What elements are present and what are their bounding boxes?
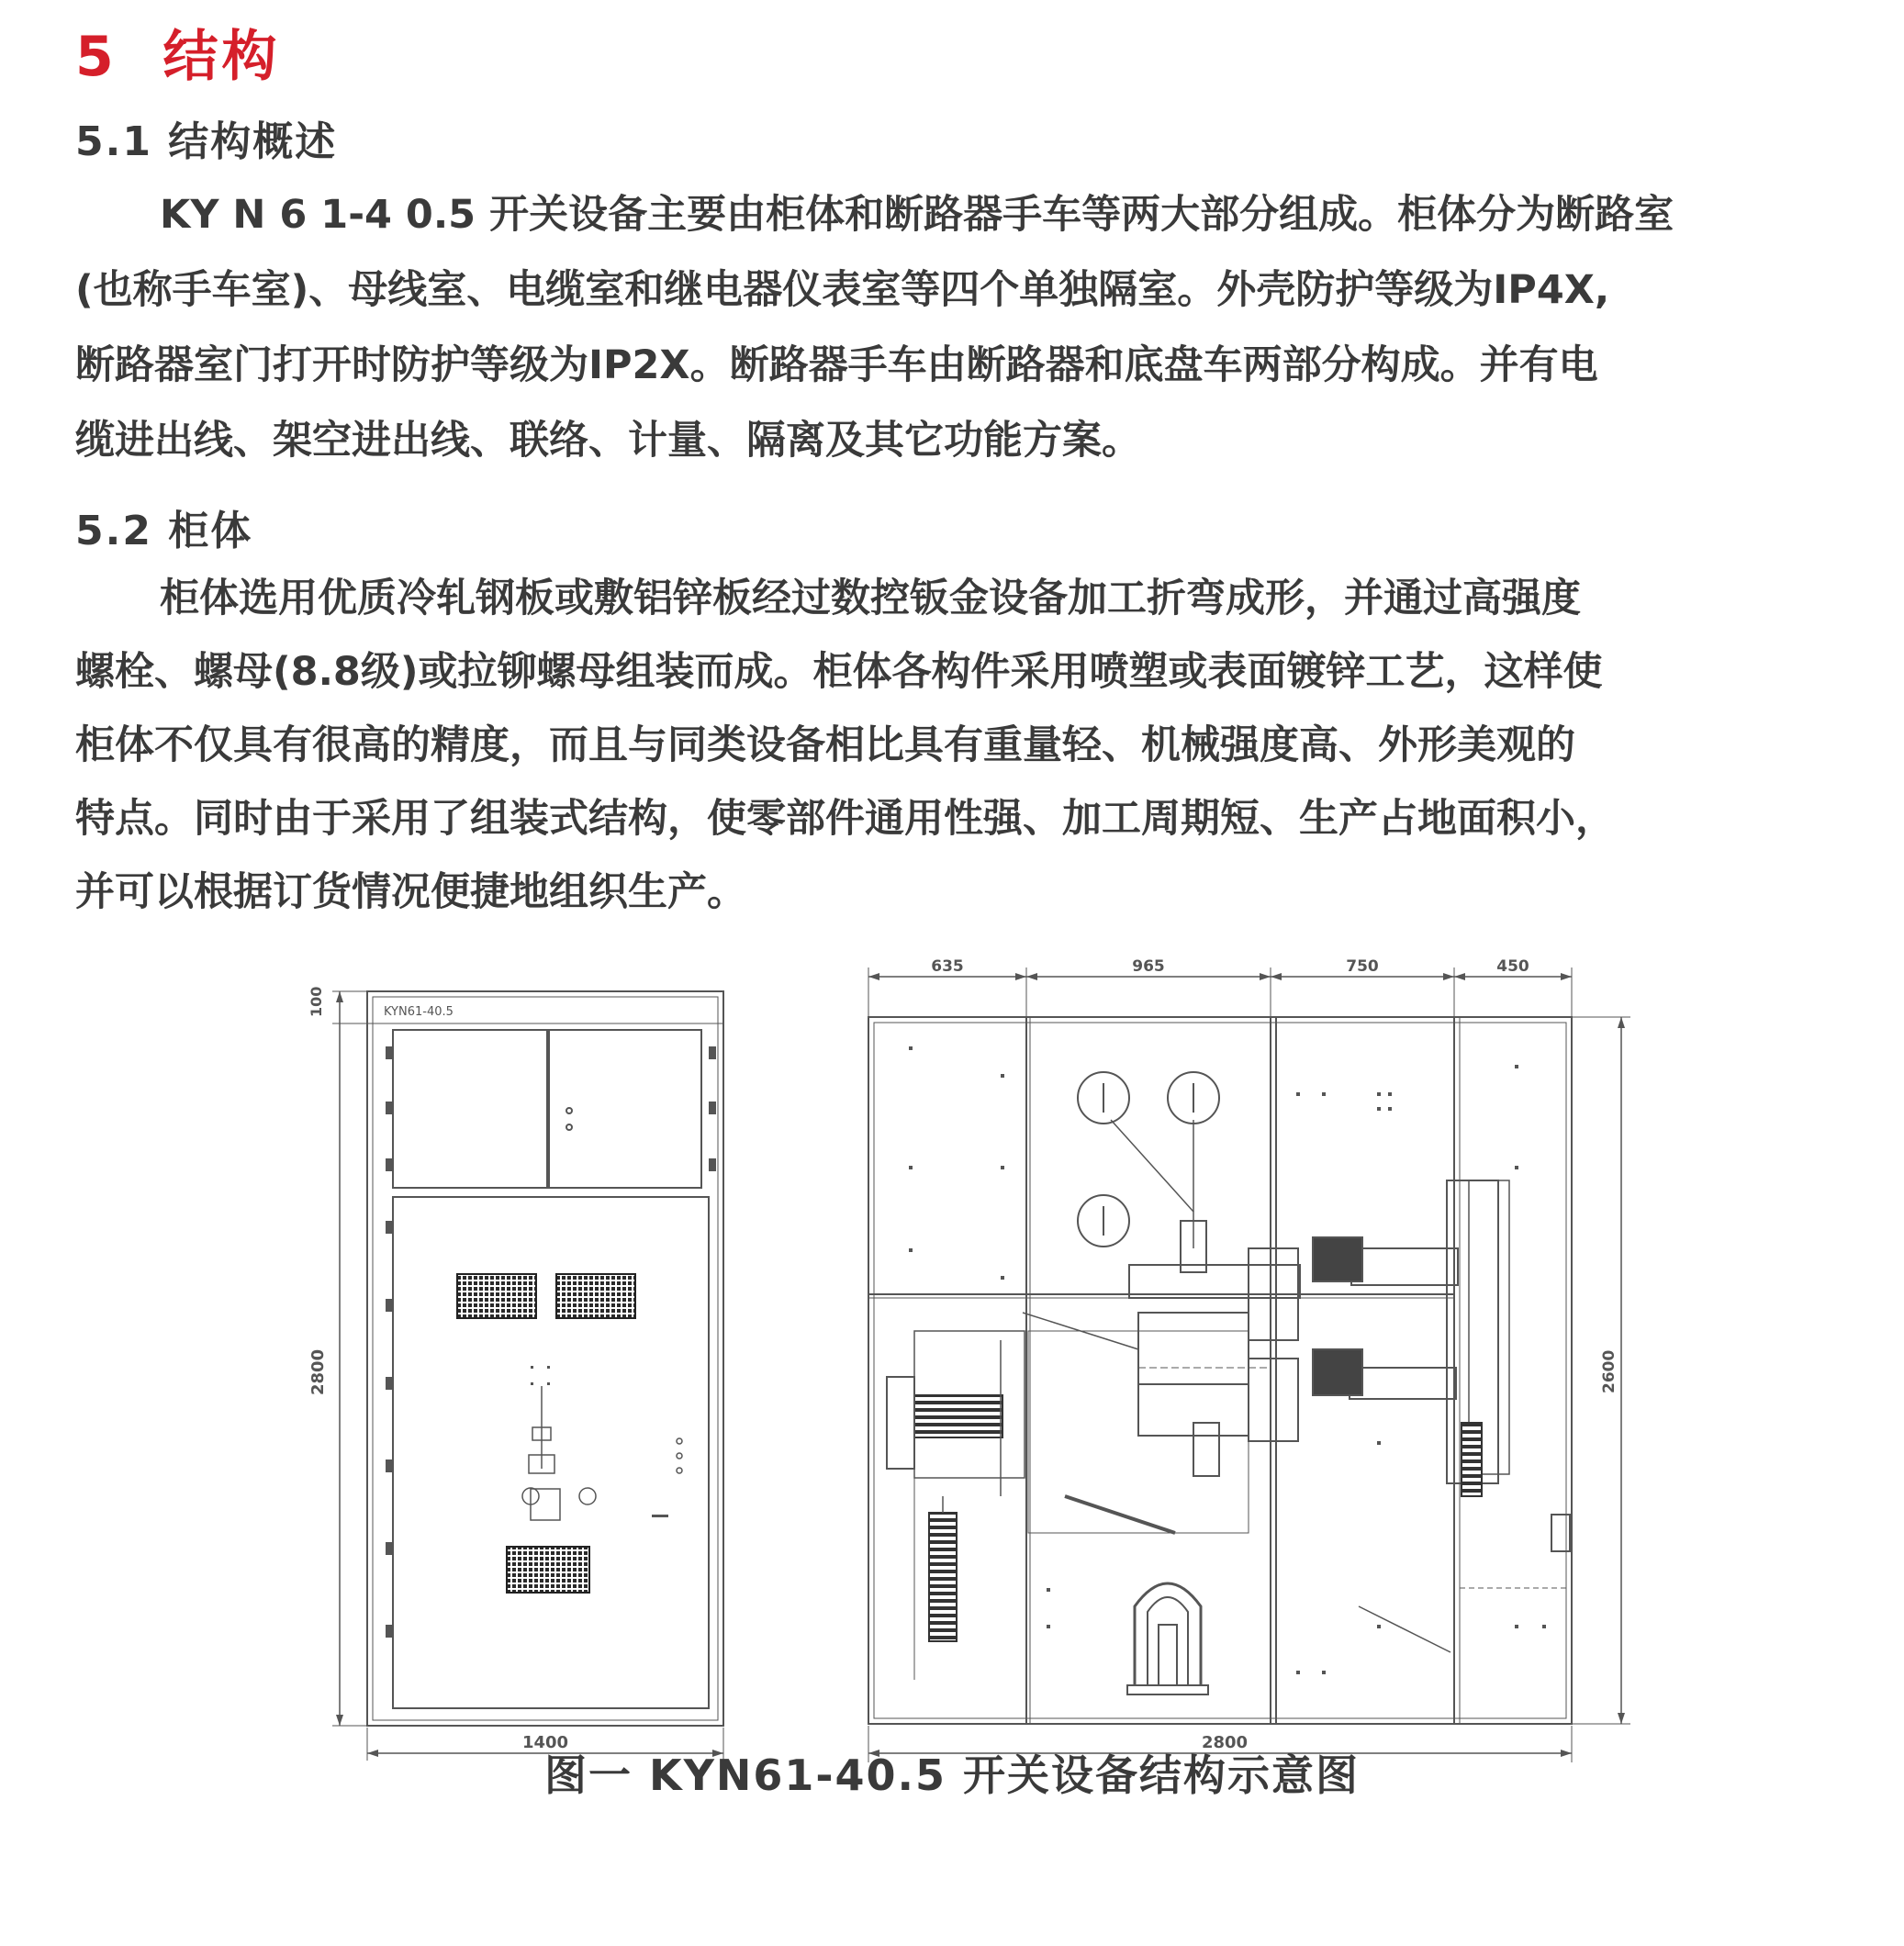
section-title: 结构 (162, 25, 281, 89)
front-outer-frame (367, 991, 723, 1726)
side-dim-635: 635 (931, 957, 964, 976)
figure-caption: 图一 KYN61-40.5 开关设备结构示意图 (543, 1750, 1361, 1800)
front-view (332, 991, 723, 1761)
side-dim-750: 750 (1346, 957, 1379, 976)
section-heading (75, 13, 281, 92)
subsection-heading-5-1: 5.1 结构概述 (75, 118, 338, 165)
relay-door-left (393, 1030, 547, 1188)
paragraph-cabinet (75, 562, 1861, 929)
side-width-dim-label: 2800 (1201, 1733, 1249, 1752)
subsection-heading-5-2: 5.2 柜体 (75, 508, 253, 554)
paragraph-line: 缆进出线、架空进出线、联络、计量、隔离及其它功能方案。 (75, 418, 1141, 464)
paragraph-line: 柜体不仅具有很高的精度，而且与同类设备相比具有重量轻、机械强度高、外形美观的 (75, 722, 1575, 768)
front-nameplate: KYN61-40.5 (384, 1005, 454, 1019)
front-height-dim-label: 2800 (308, 1348, 328, 1395)
current-transformer (914, 1395, 1002, 1437)
side-height-dim-label: 2600 (1600, 1349, 1618, 1393)
paragraph-line: 螺栓、螺母(8.8级)或拉铆螺母组装而成。柜体各构件采用喷塑或表面镀锌工艺，这样使 (75, 649, 1603, 695)
side-section-view (868, 967, 1630, 1762)
surge-arrester (929, 1513, 957, 1641)
paragraph-line: 断路器室门打开时防护等级为IP2X。断路器手车由断路器和底盘车两部分构成。并有电 (75, 342, 1598, 388)
front-width-dim-label: 1400 (521, 1733, 569, 1752)
paragraph-line: KY N 6 1-4 0.5 开关设备主要由柜体和断路器手车等两大部分组成。柜体分为断路室 (160, 192, 1674, 238)
switchgear-structure-figure (0, 945, 1904, 1827)
vent-grille (507, 1547, 589, 1593)
paragraph-line: 柜体选用优质冷轧钢板或敷铝锌板经过数控钣金设备加工折弯成形，并通过高强度 (160, 576, 1581, 621)
side-outer-frame (868, 1017, 1572, 1724)
paragraph-overview (75, 177, 1861, 478)
vent-grille (457, 1274, 536, 1318)
side-dim-965: 965 (1132, 957, 1165, 976)
paragraph-line: 并可以根据订货情况便捷地组织生产。 (75, 869, 746, 915)
paragraph-line: 特点。同时由于采用了组装式结构，使零部件通用性强、加工周期短、生产占地面积小， (75, 796, 1615, 842)
vent-grille (556, 1274, 635, 1318)
front-top-dim-label: 100 (308, 986, 325, 1017)
section-number: 5 (75, 25, 118, 89)
paragraph-line: (也称手车室)、母线室、电缆室和继电器仪表室等四个单独隔室。外壳防护等级为IP4X, (75, 267, 1610, 313)
breaker-door (393, 1197, 709, 1708)
side-dim-450: 450 (1496, 957, 1529, 976)
